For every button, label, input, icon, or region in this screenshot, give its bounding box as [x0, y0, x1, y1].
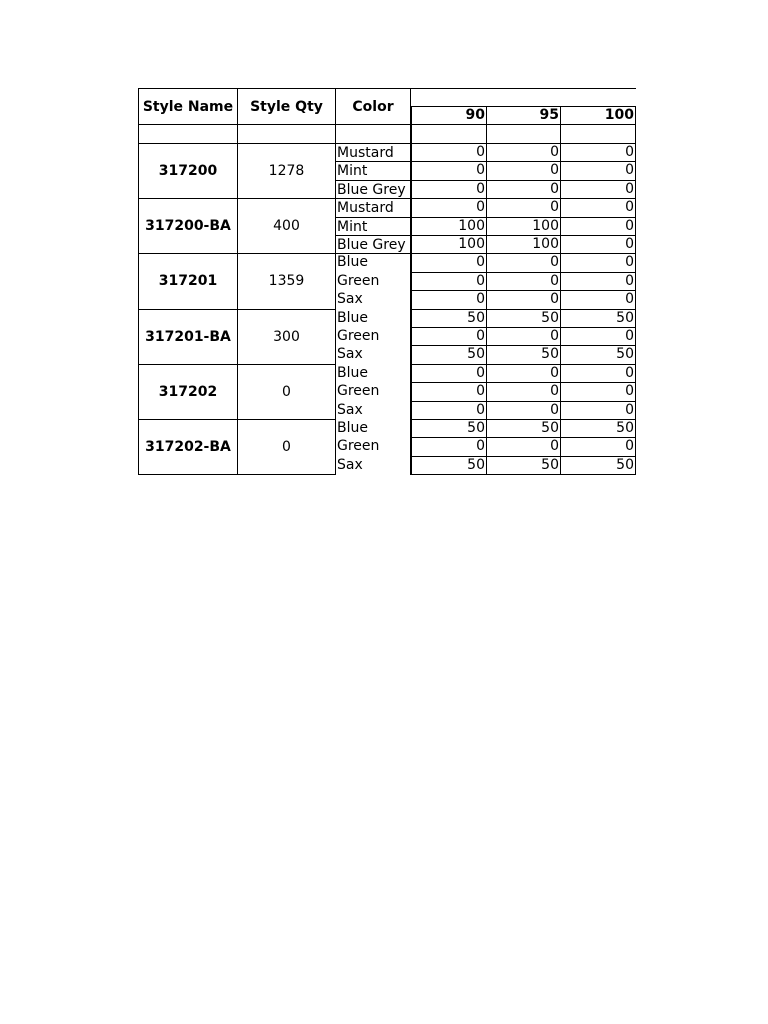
quantity-cell: 50: [486, 456, 561, 475]
quantity-cell: 50: [560, 309, 636, 328]
quantity-cell: 0: [560, 198, 636, 217]
color-cell: Blue: [337, 364, 368, 381]
header-color: Color: [335, 88, 411, 125]
quantity-cell: 50: [411, 419, 487, 438]
color-cell: Mint: [335, 161, 411, 180]
color-cell: Green: [337, 328, 380, 344]
style-qty-cell: 300: [237, 309, 336, 365]
quantity-cell: 50: [486, 419, 561, 438]
quantity-cell: 50: [411, 456, 487, 475]
spacer-cell: [237, 124, 336, 144]
quantity-cell: 0: [411, 180, 487, 199]
size-header: 95: [486, 106, 561, 125]
quantity-cell: 0: [486, 327, 561, 346]
quantity-cell: 100: [486, 235, 561, 254]
quantity-cell: 0: [560, 235, 636, 254]
quantity-cell: 50: [486, 309, 561, 328]
spacer-cell: [411, 124, 487, 144]
color-cell: Mustard: [335, 143, 411, 162]
quantity-cell: 0: [560, 437, 636, 456]
quantity-cell: 0: [411, 327, 487, 346]
quantity-cell: 0: [486, 272, 561, 291]
quantity-cell: 0: [486, 143, 561, 162]
style-qty-cell: 400: [237, 198, 336, 254]
quantity-cell: 0: [411, 253, 487, 272]
quantity-cell: 0: [486, 180, 561, 199]
color-cell: Blue: [337, 254, 368, 271]
spacer-cell: [560, 124, 636, 144]
quantity-cell: 50: [560, 456, 636, 475]
quantity-cell: 0: [411, 143, 487, 162]
quantity-cell: 0: [411, 382, 487, 401]
style-name-cell: 317201: [138, 253, 238, 309]
color-cell: Sax: [337, 456, 363, 473]
quantity-cell: 0: [560, 327, 636, 346]
quantity-cell: 0: [560, 161, 636, 180]
quantity-cell: 0: [560, 401, 636, 420]
quantity-cell: 0: [486, 401, 561, 420]
header-top-line: [411, 88, 636, 89]
color-cell: Mustard: [335, 198, 411, 217]
style-qty-cell: 0: [237, 364, 336, 420]
quantity-cell: 0: [411, 161, 487, 180]
color-cell: Sax: [337, 346, 363, 363]
quantity-cell: 0: [560, 382, 636, 401]
quantity-cell: 0: [560, 180, 636, 199]
quantity-cell: 0: [560, 364, 636, 383]
quantity-cell: 0: [486, 364, 561, 383]
color-cell: Blue Grey: [335, 235, 411, 254]
color-cell: Mint: [335, 217, 411, 236]
quantity-cell: 0: [486, 290, 561, 309]
style-qty-cell: 1359: [237, 253, 336, 309]
quantity-cell: 0: [486, 382, 561, 401]
quantity-cell: 0: [411, 437, 487, 456]
color-cell: Green: [337, 272, 380, 289]
color-cell: Sax: [337, 401, 363, 418]
quantity-cell: 50: [486, 345, 561, 364]
quantity-cell: 100: [486, 217, 561, 236]
style-name-cell: 317202: [138, 364, 238, 420]
style-qty-cell: 1278: [237, 143, 336, 199]
quantity-cell: 0: [411, 272, 487, 291]
quantity-cell: 0: [411, 198, 487, 217]
color-cell: Blue: [337, 309, 368, 326]
color-cell: Green: [337, 383, 380, 400]
quantity-cell: 50: [411, 309, 487, 328]
style-name-cell: 317200: [138, 143, 238, 199]
color-cell: Green: [337, 438, 380, 455]
color-cell: Blue: [337, 420, 368, 436]
color-cell: Sax: [337, 291, 363, 308]
spacer-cell: [335, 124, 411, 144]
color-cell: Blue Grey: [335, 180, 411, 199]
style-name-cell: 317200-BA: [138, 198, 238, 254]
quantity-cell: 0: [560, 290, 636, 309]
quantity-cell: 0: [486, 198, 561, 217]
quantity-cell: 0: [486, 437, 561, 456]
quantity-cell: 50: [560, 419, 636, 438]
quantity-cell: 0: [560, 253, 636, 272]
size-header: 100: [560, 106, 636, 125]
style-qty-cell: 0: [237, 419, 336, 475]
quantity-cell: 0: [486, 161, 561, 180]
size-header: 90: [411, 106, 487, 125]
spacer-cell: [138, 124, 238, 144]
color-column-border: [410, 143, 411, 475]
quantity-cell: 0: [560, 272, 636, 291]
quantity-cell: 0: [486, 253, 561, 272]
quantity-cell: 50: [560, 345, 636, 364]
quantity-cell: 0: [411, 290, 487, 309]
quantity-cell: 0: [560, 217, 636, 236]
spacer-cell: [486, 124, 561, 144]
header-style-qty: Style Qty: [237, 88, 336, 125]
style-name-cell: 317201-BA: [138, 309, 238, 365]
quantity-cell: 0: [411, 401, 487, 420]
style-name-cell: 317202-BA: [138, 419, 238, 475]
quantity-cell: 100: [411, 217, 487, 236]
quantity-cell: 100: [411, 235, 487, 254]
quantity-cell: 50: [411, 345, 487, 364]
header-style-name: Style Name: [138, 88, 238, 125]
quantity-cell: 0: [411, 364, 487, 383]
quantity-cell: 0: [560, 143, 636, 162]
